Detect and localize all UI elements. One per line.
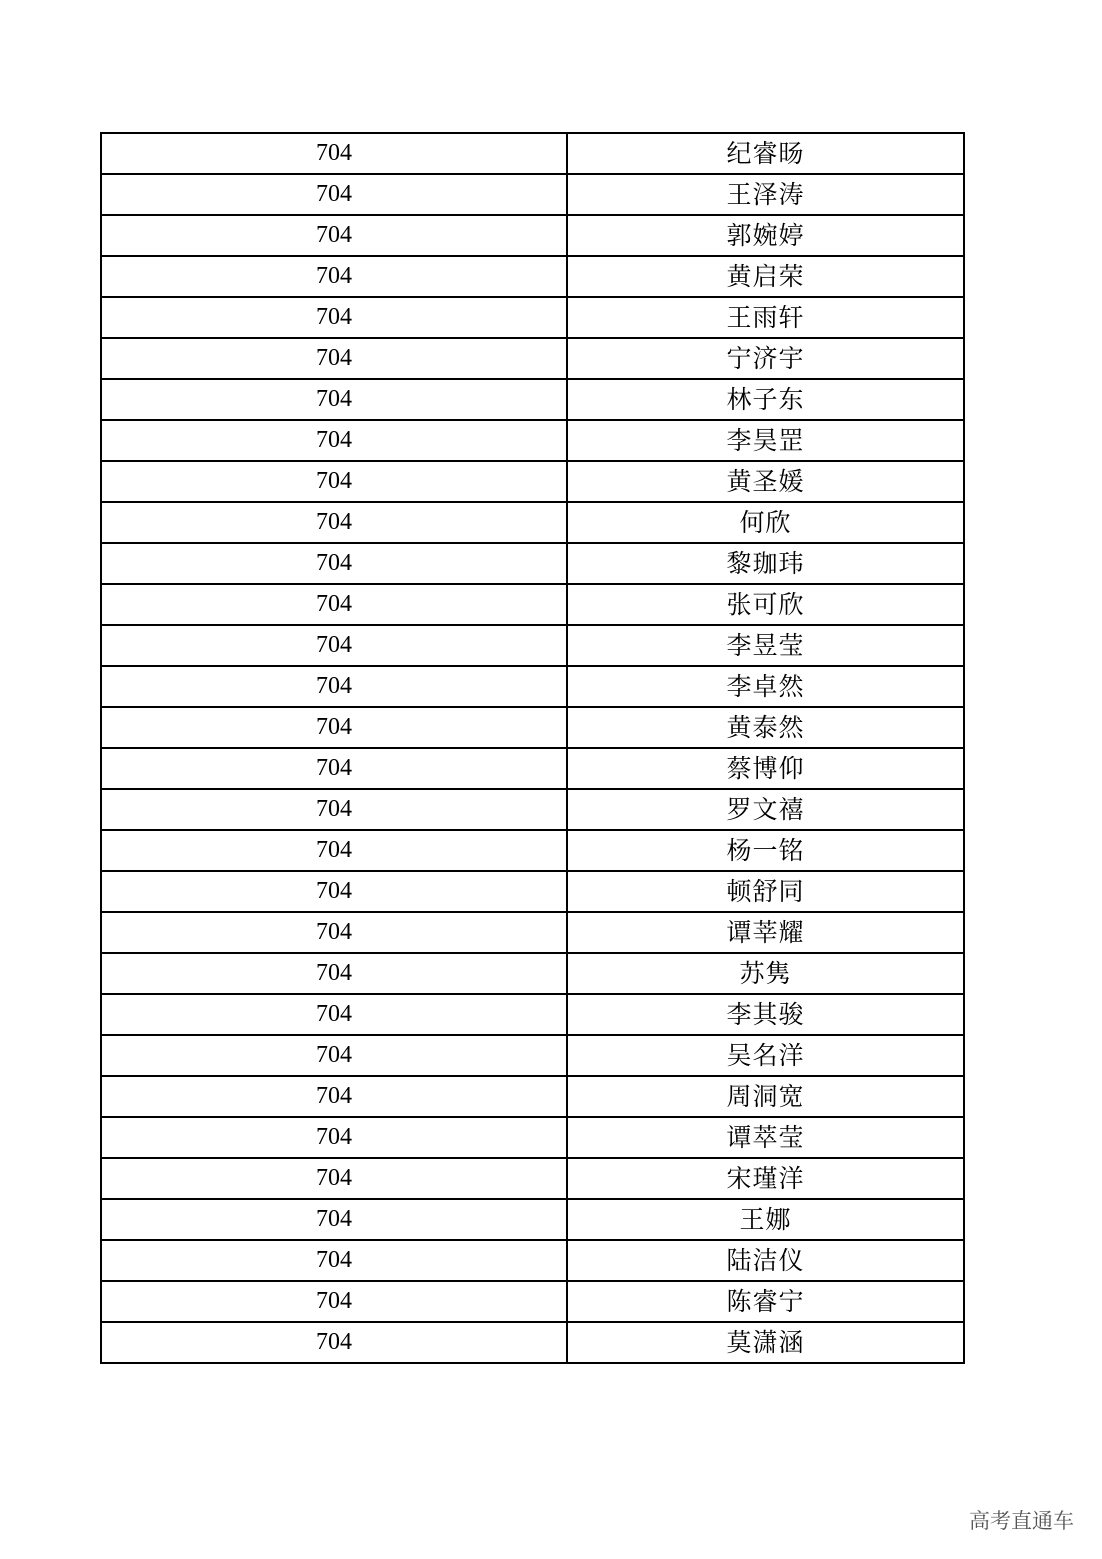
name-cell: 林子东	[567, 379, 964, 420]
score-cell: 704	[101, 1199, 567, 1240]
name-cell: 李昱莹	[567, 625, 964, 666]
table-row	[101, 461, 964, 502]
name-cell: 李昊罡	[567, 420, 964, 461]
name-cell: 王娜	[567, 1199, 964, 1240]
score-cell: 704	[101, 666, 567, 707]
name-cell: 黄泰然	[567, 707, 964, 748]
table-row	[101, 174, 964, 215]
score-cell: 704	[101, 1158, 567, 1199]
score-cell: 704	[101, 379, 567, 420]
score-cell: 704	[101, 543, 567, 584]
table-row	[101, 789, 964, 830]
table-row	[101, 953, 964, 994]
name-cell: 谭萃莹	[567, 1117, 964, 1158]
score-cell: 704	[101, 953, 567, 994]
score-cell: 704	[101, 707, 567, 748]
table-row	[101, 379, 964, 420]
table-row	[101, 1117, 964, 1158]
name-cell: 李其骏	[567, 994, 964, 1035]
score-cell: 704	[101, 625, 567, 666]
score-cell: 704	[101, 1322, 567, 1363]
table-row	[101, 1281, 964, 1322]
score-cell: 704	[101, 1076, 567, 1117]
score-cell: 704	[101, 420, 567, 461]
table-row	[101, 707, 964, 748]
name-cell: 罗文禧	[567, 789, 964, 830]
score-cell: 704	[101, 871, 567, 912]
score-cell: 704	[101, 174, 567, 215]
table-row	[101, 584, 964, 625]
score-cell: 704	[101, 461, 567, 502]
score-cell: 704	[101, 830, 567, 871]
score-cell: 704	[101, 1117, 567, 1158]
score-cell: 704	[101, 584, 567, 625]
table-row	[101, 1199, 964, 1240]
table-row	[101, 666, 964, 707]
table-row	[101, 502, 964, 543]
name-cell: 周洞宽	[567, 1076, 964, 1117]
name-cell: 莫潇涵	[567, 1322, 964, 1363]
score-cell: 704	[101, 994, 567, 1035]
score-cell: 704	[101, 789, 567, 830]
name-cell: 顿舒同	[567, 871, 964, 912]
table-row	[101, 625, 964, 666]
table-row	[101, 133, 964, 174]
name-cell: 郭婉婷	[567, 215, 964, 256]
table-row	[101, 994, 964, 1035]
name-cell: 王雨轩	[567, 297, 964, 338]
score-cell: 704	[101, 256, 567, 297]
name-cell: 张可欣	[567, 584, 964, 625]
name-cell: 陈睿宁	[567, 1281, 964, 1322]
name-cell: 李卓然	[567, 666, 964, 707]
table-row	[101, 1322, 964, 1363]
table-row	[101, 543, 964, 584]
table-body	[101, 133, 964, 1363]
name-cell: 宋瑾洋	[567, 1158, 964, 1199]
score-cell: 704	[101, 748, 567, 789]
table-row	[101, 338, 964, 379]
table-row	[101, 748, 964, 789]
score-cell: 704	[101, 297, 567, 338]
score-cell: 704	[101, 912, 567, 953]
name-cell: 吴名洋	[567, 1035, 964, 1076]
name-cell: 陆洁仪	[567, 1240, 964, 1281]
watermark-text: 高考直通车	[969, 1509, 1074, 1533]
score-cell: 704	[101, 1281, 567, 1322]
name-cell: 王泽涛	[567, 174, 964, 215]
table-row	[101, 1035, 964, 1076]
table-row	[101, 912, 964, 953]
score-cell: 704	[101, 502, 567, 543]
score-cell: 704	[101, 1240, 567, 1281]
name-cell: 宁济宇	[567, 338, 964, 379]
table-row	[101, 830, 964, 871]
name-cell: 苏隽	[567, 953, 964, 994]
name-cell: 蔡博仰	[567, 748, 964, 789]
name-cell: 纪睿旸	[567, 133, 964, 174]
score-cell: 704	[101, 133, 567, 174]
name-cell: 黎珈玮	[567, 543, 964, 584]
table-row	[101, 1158, 964, 1199]
name-cell: 黄圣媛	[567, 461, 964, 502]
name-cell: 杨一铭	[567, 830, 964, 871]
score-cell: 704	[101, 1035, 567, 1076]
table-row	[101, 420, 964, 461]
score-cell: 704	[101, 215, 567, 256]
score-table	[100, 132, 965, 1364]
name-cell: 何欣	[567, 502, 964, 543]
table-row	[101, 297, 964, 338]
score-cell: 704	[101, 338, 567, 379]
table-row	[101, 1240, 964, 1281]
name-cell: 黄启荣	[567, 256, 964, 297]
table-row	[101, 215, 964, 256]
table-row	[101, 256, 964, 297]
table-row	[101, 871, 964, 912]
name-cell: 谭莘耀	[567, 912, 964, 953]
table-row	[101, 1076, 964, 1117]
